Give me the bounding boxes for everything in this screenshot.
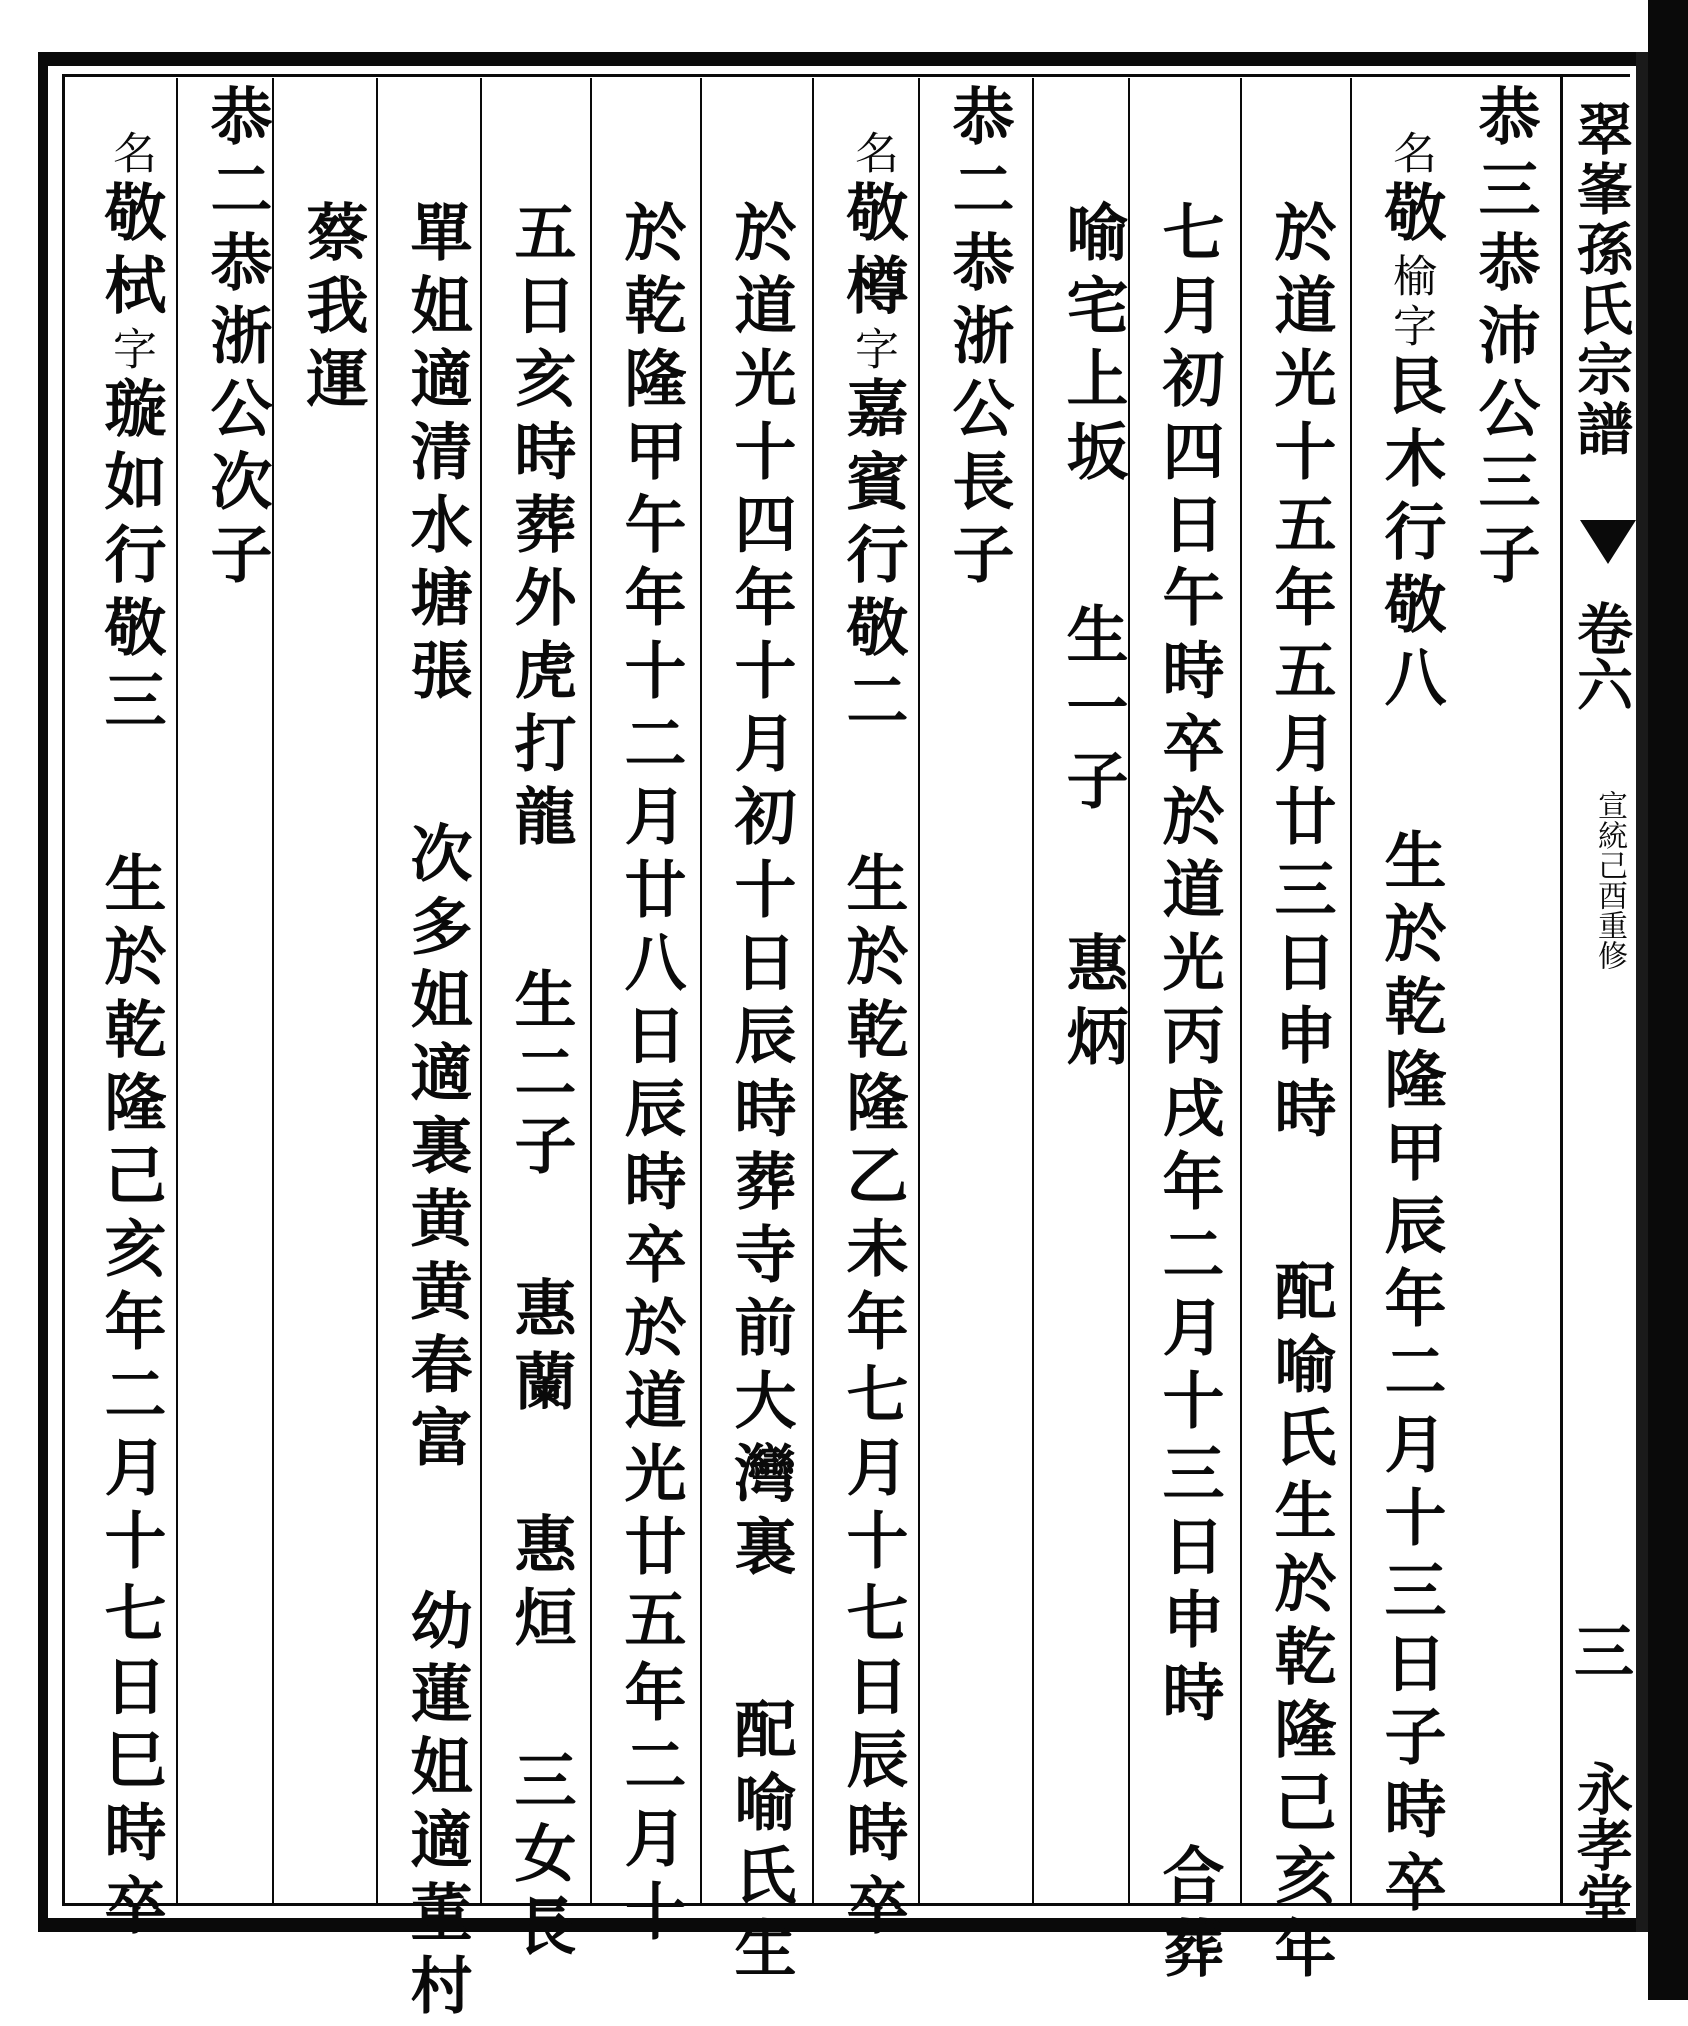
entry-tail-3: 惠烜 xyxy=(504,1512,577,1658)
entry-text: 喻宅上坂 xyxy=(1056,200,1129,492)
volume-label: 卷六 xyxy=(1568,600,1634,712)
column-rule xyxy=(1240,78,1242,1904)
column-entry-heading xyxy=(1454,84,1554,595)
entry-tail: 生於乾隆甲辰年二月十三日子時卒 xyxy=(1374,828,1447,1923)
column-entry xyxy=(282,200,382,419)
given-name: 敬樽 xyxy=(836,180,909,326)
edition-note: 宣統己酉重修 xyxy=(1592,790,1627,970)
column-entry xyxy=(1360,130,1460,1923)
entry-tail-4: 三女長 xyxy=(504,1748,577,1967)
entry-tail: 次多姐適裏黄黄春富 xyxy=(400,821,473,1478)
name-marker: 名 xyxy=(847,130,898,180)
column-rule xyxy=(1032,78,1034,1904)
page-number: 三 xyxy=(1564,1620,1634,1680)
column-entry xyxy=(710,200,810,1989)
style-marker: 字 xyxy=(105,326,156,376)
given-name: 敬栻 xyxy=(94,180,167,326)
style-marker: 字 xyxy=(1385,303,1436,353)
entry-tail: 合葬 xyxy=(1152,1843,1225,1989)
entry-tail-2: 惠炳 xyxy=(1056,931,1129,1077)
heading-text: 恭二恭浙公次子 xyxy=(200,84,273,595)
entry-text: 五日亥時葬外虎打龍 xyxy=(504,200,577,857)
column-rule xyxy=(590,78,592,1904)
entry-text: 艮木行敬八 xyxy=(1374,353,1447,718)
entry-tail: 配喻氏生於乾隆己亥年 xyxy=(1264,1259,1337,1989)
entry-text: 於道光十四年十月初十日辰時葬寺前大灣裏 xyxy=(724,200,797,1587)
heading-text: 恭二恭浙公長子 xyxy=(942,84,1015,595)
entry-text: 七月初四日午時卒於道光丙戌年二月十三日申時 xyxy=(1152,200,1225,1733)
entry-text: 於道光十五年五月廿三日申時 xyxy=(1264,200,1337,1149)
column-entry xyxy=(490,200,590,1967)
page-edge xyxy=(1636,52,1648,1932)
book-title: 翠峯孫氏宗譜 xyxy=(1568,100,1634,460)
column-entry-heading xyxy=(928,84,1028,595)
column-entry xyxy=(386,200,486,2026)
column-entry xyxy=(822,130,922,1946)
entry-text: 嘉賓行敬二 xyxy=(836,376,909,741)
binding-strip xyxy=(1648,0,1688,2000)
column-entry xyxy=(1042,200,1142,1077)
column-rule xyxy=(812,78,814,1904)
column-entry xyxy=(1250,200,1350,1989)
column-entry xyxy=(1138,200,1238,1989)
column-entry xyxy=(600,200,700,1952)
entry-tail: 生於乾隆己亥年二月十七日巳時卒 xyxy=(94,851,167,1946)
column-rule xyxy=(1350,78,1352,1904)
entry-text: 於乾隆甲午年十二月廿八日辰時卒於道光廿五年二月十 xyxy=(614,200,687,1952)
entry-tail: 生於乾隆乙未年七月十七日辰時卒 xyxy=(836,851,909,1946)
name-marker: 名 xyxy=(105,130,156,180)
heading-text: 恭三恭沛公三子 xyxy=(1468,84,1541,595)
entry-tail-2: 幼蓮姐適董村 xyxy=(400,1588,473,2026)
entry-text: 蔡我運 xyxy=(296,200,369,419)
column-rule xyxy=(700,78,702,1904)
entry-tail: 配喻氏生 xyxy=(724,1697,797,1989)
name-marker: 名 xyxy=(1385,130,1436,180)
entry-text: 璇如行敬三 xyxy=(94,376,167,741)
entry-tail: 生二子 xyxy=(504,967,577,1186)
style-marker: 字 xyxy=(847,326,898,376)
column-entry xyxy=(80,130,180,1946)
fish-tail-mark xyxy=(1580,520,1636,564)
given-name-variant: 榆 xyxy=(1385,253,1436,303)
entry-text: 單姐適清水塘張 xyxy=(400,200,473,711)
hall-name: 永孝堂 xyxy=(1568,1760,1634,1928)
column-entry-heading xyxy=(186,84,286,595)
entry-tail-2: 惠蘭 xyxy=(504,1276,577,1422)
given-name: 敬 xyxy=(1374,180,1447,253)
entry-tail: 生一子 xyxy=(1056,602,1129,821)
